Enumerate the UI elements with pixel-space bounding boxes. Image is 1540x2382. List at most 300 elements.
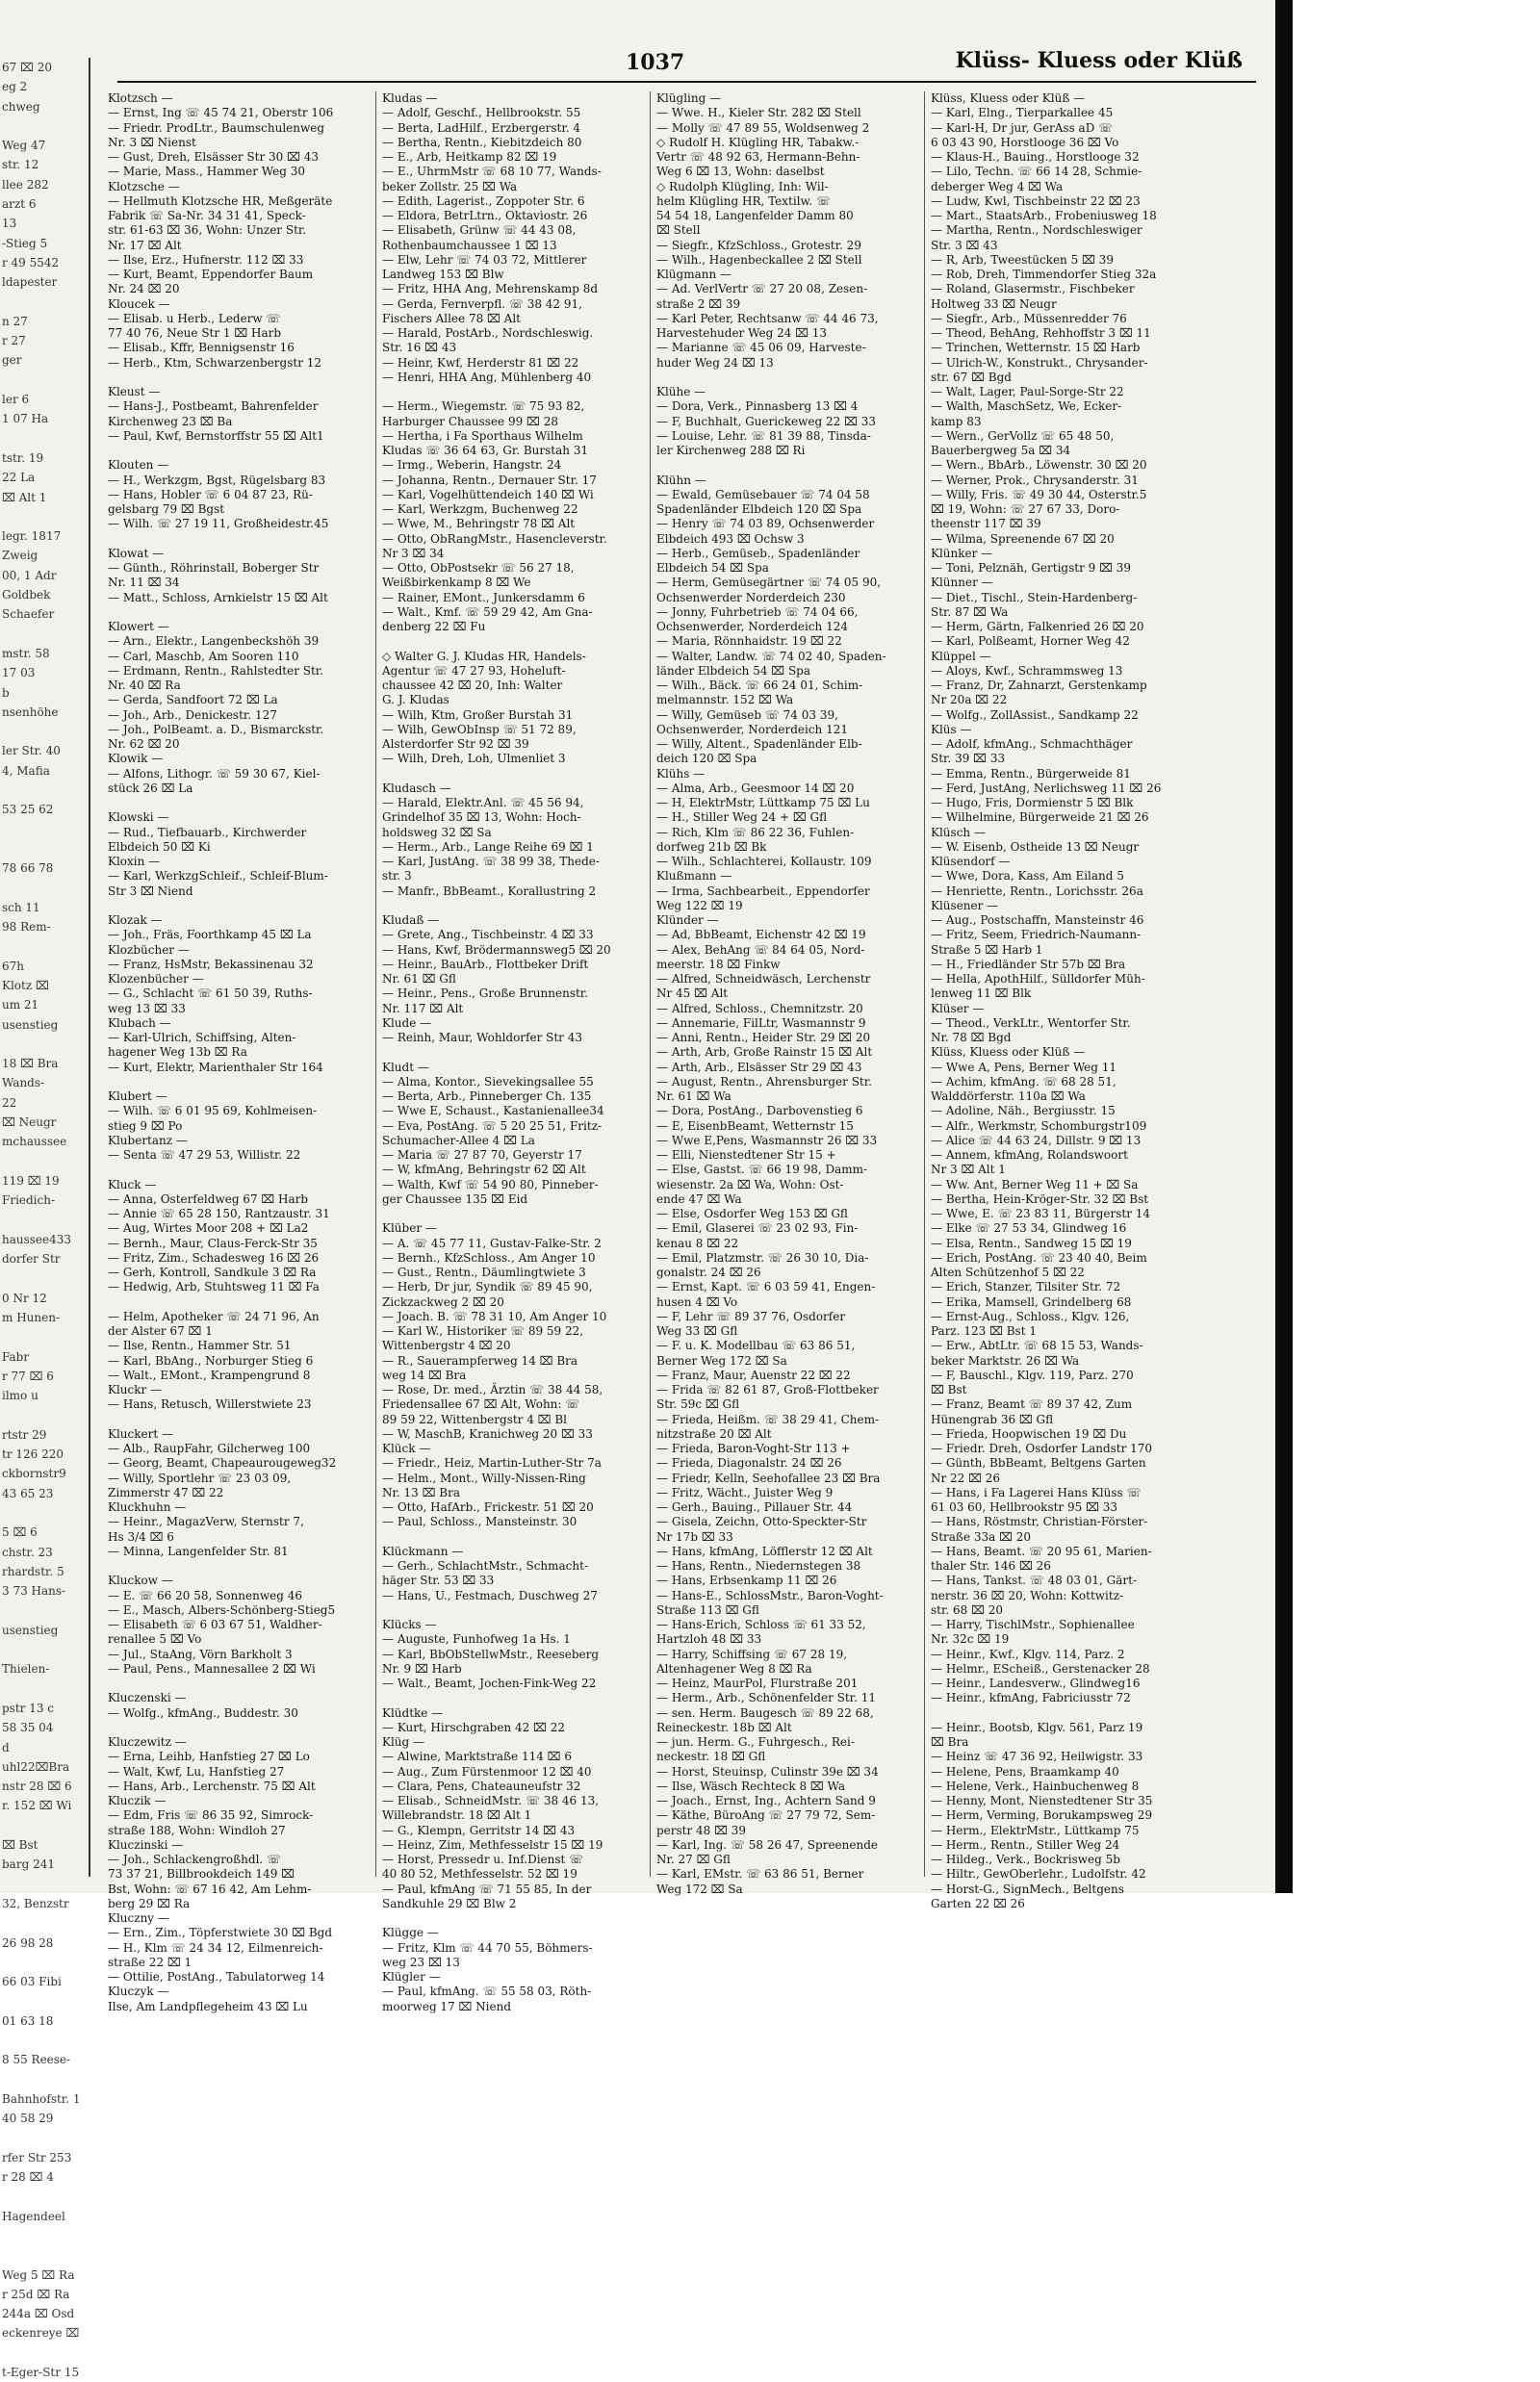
surname-heading: Klozbücher — [108, 942, 190, 957]
directory-entry-line: — Edm, Fris ☏ 86 35 92, Simrock- [108, 1808, 314, 1823]
directory-entry-line: — Bertha, Hein-Kröger-Str. 32 ⌧ Bst [931, 1191, 1149, 1206]
directory-entry-line: — Friedr. Dreh, Osdorfer Landstr 170 [931, 1442, 1153, 1455]
surname-heading: Kludaß — [382, 913, 440, 927]
directory-entry-line: ⌧ Bra [931, 1735, 969, 1749]
directory-entry-line: berg 29 ⌧ Ra [108, 1896, 191, 1910]
previous-page-fragment: str. 12 [2, 158, 39, 172]
previous-page-fragment [0, 1953, 89, 1972]
directory-entry-line: — Heinr, Kwf, Herderstr 81 ⌧ 22 [382, 355, 579, 370]
directory-entry-line: — Diet., Tischl., Stein-Hardenberg- [931, 590, 1138, 604]
directory-entry-line: — Hans, U., Festmach, Duschweg 27 [382, 1588, 598, 1602]
directory-entry-line: — Joh., Fräs, Foorthkamp 45 ⌧ La [108, 928, 312, 942]
directory-entry-line: 6 03 43 90, Horstlooge 36 ⌧ Vo [931, 135, 1119, 149]
directory-entry-line: — Louise, Lehr. ☏ 81 39 88, Tinsda- [656, 428, 871, 443]
directory-entry-line: — Walt, Kwf, Lu, Hanfstieg 27 [108, 1764, 285, 1779]
directory-entry-line: — Alb., RaupFahr, Gilcherweg 100 [108, 1442, 311, 1455]
directory-entry-line: melmannstr. 152 ⌧ Wa [656, 693, 794, 707]
directory-entry-line: 40 80 52, Methfesselstr. 52 ⌧ 19 [382, 1867, 578, 1882]
surname-heading: Klünder — [656, 913, 719, 927]
column-separator [650, 91, 651, 1877]
previous-page-fragment [0, 1679, 89, 1699]
surname-heading: Klühs — [656, 766, 706, 781]
directory-entry-line: chaussee 42 ⌧ 20, Inh: Walter [382, 679, 563, 692]
directory-entry-line: Kirchenweg 23 ⌧ Ba [108, 414, 233, 428]
previous-page-fragment [0, 1503, 89, 1523]
previous-page-fragment: 43 65 23 [2, 1486, 54, 1500]
directory-entry-line: — Gust, Dreh, Elsässer Str 30 ⌧ 43 [108, 150, 320, 164]
previous-page-fragment: Bahnhofstr. 1 [2, 2091, 81, 2106]
directory-entry-line: — Berta, Arb., Pinneberger Ch. 135 [382, 1089, 592, 1103]
directory-entry-line: — E., UhrmMstr ☏ 68 10 77, Wands- [382, 165, 602, 179]
directory-entry-line: — Walth, MaschSetz, We, Ecker- [931, 399, 1122, 414]
previous-page-fragment: 00, 1 Adr [2, 568, 57, 582]
directory-entry-line: — Hans, Hobler ☏ 6 04 87 23, Rü- [108, 487, 313, 501]
directory-entry-line: — Elw, Lehr ☏ 74 03 72, Mittlerer [382, 252, 587, 267]
previous-page-fragment: 1 07 Ha [2, 412, 49, 426]
directory-entry-line: — Henri, HHA Ang, Mühlenberg 40 [382, 370, 592, 384]
directory-entry-line: — Franz, Beamt ☏ 89 37 42, Zum [931, 1397, 1133, 1412]
directory-entry-line: — Günth, BbBeamt, Beltgens Garten [931, 1456, 1146, 1471]
previous-page-fragment: nstr 28 ⌧ 6 [2, 1780, 72, 1794]
directory-entry-line: — Martha, Rentn., Nordschleswiger [931, 223, 1142, 238]
directory-entry-line: holdsweg 32 ⌧ Sa [382, 825, 492, 839]
directory-entry-line: Elbdeich 50 ⌧ Ki [108, 839, 211, 854]
directory-entry-line: — H., Klm ☏ 24 34 12, Eilmenreich- [108, 1940, 323, 1955]
directory-entry-line: — Paul, Schloss., Mansteinstr. 30 [382, 1515, 578, 1529]
directory-entry-line: — Hans, Kwf, Brödermannsweg5 ⌧ 20 [382, 942, 611, 957]
directory-entry-line: — Paul, Kwf, Bernstorffstr 55 ⌧ Alt1 [108, 428, 324, 443]
directory-entry-line: ◇ Rudolf H. Klügling HR, Tabakw.- [656, 135, 860, 149]
surname-heading: Kloucek — [108, 296, 170, 311]
directory-entry-line: meerstr. 18 ⌧ Finkw [656, 957, 781, 971]
directory-entry-line: — Maria, Rönnhaidstr. 19 ⌧ 22 [656, 634, 842, 649]
directory-entry-line: hagener Weg 13b ⌧ Ra [108, 1045, 247, 1060]
directory-entry-line: — Heinr., Kwf., Klgv. 114, Parz. 2 [931, 1647, 1125, 1661]
directory-entry-line: — Erich, Stanzer, Tilsiter Str. 72 [931, 1280, 1121, 1294]
directory-entry-line: stück 26 ⌧ La [108, 781, 193, 795]
directory-entry-line: — Annem, kfmAng, Rolandswoort [931, 1148, 1128, 1162]
directory-entry-line: — Heinr., MagazVerw, Sternstr 7, [108, 1515, 304, 1529]
directory-entry-line: straße 2 ⌧ 39 [656, 296, 741, 311]
directory-entry-line: — Hiltr., GewOberlehr., Ludolfstr. 42 [931, 1867, 1146, 1882]
directory-entry-line: — Carl, Maschb, Am Sooren 110 [108, 649, 299, 663]
directory-entry-line: — Horst-G., SignMech., Beltgens [931, 1882, 1124, 1896]
directory-entry-line: Sandkuhle 29 ⌧ Blw 2 [382, 1896, 517, 1910]
directory-entry-line: straße 188, Wohn: Windloh 27 [108, 1823, 286, 1837]
directory-entry-line: — Herb, Dr jur, Syndik ☏ 89 45 90, [382, 1280, 593, 1294]
column-2 [382, 91, 644, 2013]
directory-entry-line: 54 54 18, Langenfelder Damm 80 [656, 209, 854, 222]
directory-entry-line: — Arth, Arb., Elsässer Str 29 ⌧ 43 [656, 1060, 862, 1074]
previous-page-fragment: Thielen- [2, 1662, 50, 1677]
surname-heading: Klück — [382, 1442, 431, 1455]
directory-entry-line: — Joach., Ernst, Ing., Achtern Sand 9 [656, 1794, 876, 1807]
previous-page-fragment [0, 1640, 89, 1659]
directory-entry-line: — Henriette, Rentn., Lorichsstr. 26a [931, 884, 1143, 898]
directory-entry-line: Alsterdorfer Str 92 ⌧ 39 [382, 737, 529, 751]
directory-entry-line: Landweg 153 ⌧ Blw [382, 268, 504, 281]
directory-entry-line: nerstr. 36 ⌧ 20, Wohn: Kottwitz- [931, 1588, 1124, 1602]
directory-entry-line: — Ad, BbBeamt, Eichenstr 42 ⌧ 19 [656, 928, 866, 942]
directory-entry-line: — Wilh. ☏ 27 19 11, Großheidestr.45 [108, 517, 329, 531]
previous-page-fragment [0, 878, 89, 897]
directory-entry-line: wiesenstr. 2a ⌧ Wa, Wohn: Ost- [656, 1177, 844, 1191]
surname-heading: Klüsendorf — [931, 855, 1011, 868]
surname-heading: Klüsener — [931, 898, 999, 912]
directory-entry-line: Straße 5 ⌧ Harb 1 [931, 942, 1043, 957]
directory-entry-line: — Fritz, Zim., Schadesweg 16 ⌧ 26 [108, 1250, 320, 1265]
directory-entry-line: — Wwe A, Pens, Berner Weg 11 [931, 1060, 1117, 1074]
directory-entry-line: — Herm., Arb., Schönenfelder Str. 11 [656, 1691, 876, 1705]
directory-entry-line: — E, EisenbBeamt, Wetternstr 15 [656, 1118, 854, 1133]
directory-entry-line: Nr. 78 ⌧ Bgd [931, 1031, 1012, 1044]
directory-entry-line: Weißbirkenkamp 8 ⌧ We [382, 576, 531, 590]
directory-entry-line: — Joh., PolBeamt. a. D., Bismarckstr. [108, 722, 324, 736]
previous-page-fragment: chstr. 23 [2, 1545, 53, 1559]
directory-entry-line: — Heinz ☏ 47 36 92, Heilwigstr. 33 [931, 1750, 1143, 1764]
directory-entry-line: 77 40 76, Neue Str 1 ⌧ Harb [108, 326, 282, 340]
directory-entry-line [108, 1559, 370, 1574]
directory-entry-line: — Ulrich-W., Konstrukt., Chrysander- [931, 355, 1148, 370]
directory-entry-line: — Roland, Glasermstr., Fischbeker [931, 282, 1135, 296]
directory-entry-line: — Annemarie, FilLtr, Wasmannstr 9 [656, 1015, 866, 1030]
surname-heading: Klowert — [108, 620, 169, 633]
previous-page-fragment [0, 2344, 89, 2363]
directory-entry-line: — Gerda, Fernverpfl. ☏ 38 42 91, [382, 296, 582, 311]
directory-entry-line: Nr 22 ⌧ 26 [931, 1471, 1001, 1485]
previous-page-fragment [0, 2070, 89, 2089]
directory-entry-line: Weg 122 ⌧ 19 [656, 898, 743, 912]
previous-page-fragment: chweg [2, 99, 40, 114]
directory-entry-line: — Joh., Arb., Denickestr. 127 [108, 707, 277, 722]
directory-entry-line: — Dora, PostAng., Darbovenstieg 6 [656, 1104, 863, 1118]
surname-heading: Klüss, Kluess oder Klüß — [931, 91, 1086, 105]
directory-entry-line: — Alma, Kontor., Sievekingsallee 55 [382, 1074, 594, 1089]
directory-entry-line: — Karl Peter, Rechtsanw ☏ 44 46 73, [656, 311, 879, 325]
directory-entry-line: — Karl, BbObStellwMstr., Reeseberg [382, 1647, 600, 1661]
directory-entry-line: Fabrik ☏ Sa-Nr. 34 31 41, Speck- [108, 209, 306, 222]
directory-entry-line: — Wern., BbArb., Löwenstr. 30 ⌧ 20 [931, 458, 1147, 473]
directory-entry-line: Nr 17b ⌧ 33 [656, 1529, 733, 1544]
previous-page-fragment: haussee433 [2, 1232, 72, 1246]
previous-page-fragment: ger [2, 353, 22, 368]
previous-page-fragment: m Hunen- [2, 1311, 60, 1324]
previous-page-fragment: arzt 6 [2, 197, 37, 212]
previous-page-fragment: 78 66 78 [2, 861, 54, 876]
directory-entry-line: Nr. 27 ⌧ Gfl [656, 1853, 731, 1866]
directory-entry-line: ◇ Walter G. J. Kludas HR, Handels- [382, 649, 586, 663]
directory-entry-line: straße 22 ⌧ 1 [108, 1955, 192, 1969]
directory-entry-line: — Minna, Langenfelder Str. 81 [108, 1544, 289, 1558]
directory-entry-line: — Herm., Rentn., Stiller Weg 24 [931, 1837, 1120, 1852]
previous-page-fragment: Goldbek [2, 588, 51, 602]
directory-entry-line [108, 899, 370, 913]
surname-heading: Kluczyk — [108, 1985, 169, 1999]
directory-entry-line: — Ilse, Erz., Hufnerstr. 112 ⌧ 33 [108, 252, 304, 267]
directory-entry-line: — Herm., Arb., Lange Reihe 69 ⌧ 1 [382, 839, 594, 854]
directory-entry-line: — Wwe, E. ☏ 23 83 11, Bürgerstr 14 [931, 1207, 1151, 1220]
directory-entry-line: Nr 45 ⌧ Alt [656, 986, 729, 1001]
directory-entry-line [108, 444, 370, 458]
directory-entry-line: — Ilse, Rentn., Hammer Str. 51 [108, 1339, 292, 1353]
directory-entry-line: — Aug, Wirtes Moor 208 + ⌧ La2 [108, 1221, 309, 1236]
previous-page-fragment: uhl22⌧Bra [2, 1759, 70, 1774]
directory-entry-line: Bst, Wohn: ☏ 67 16 42, Am Lehm- [108, 1882, 312, 1896]
directory-entry-line: helm Klügling HR, Textilw. ☏ [656, 193, 832, 208]
previous-page-fragment [0, 1268, 89, 1288]
directory-entry-line: Weg 6 ⌧ 13, Wohn: daselbst [656, 165, 825, 179]
previous-page-fragment: n 27 [2, 314, 28, 328]
directory-entry-line: deich 120 ⌧ Spa [656, 752, 757, 766]
directory-entry-line: — Walt., Kmf. ☏ 59 29 42, Am Gna- [382, 604, 593, 619]
directory-entry-line: — Herm, Gärtn, Falkenried 26 ⌧ 20 [931, 620, 1144, 633]
directory-entry-line [108, 1413, 370, 1427]
directory-entry-line: — Paul, Pens., Mannesallee 2 ⌧ Wi [108, 1661, 316, 1676]
directory-entry-line: ger Chaussee 135 ⌧ Eid [382, 1191, 528, 1206]
directory-entry-line: — Wilma, Spreenende 67 ⌧ 20 [931, 531, 1115, 546]
previous-page-fragment: Fabr [2, 1349, 30, 1364]
directory-entry-line: — Berta, LadHilf., Erzbergerstr. 4 [382, 120, 580, 135]
previous-page-fragment [0, 2226, 89, 2245]
directory-entry-line: — Harry, TischlMstr., Sophienallee [931, 1618, 1135, 1631]
surname-heading: Kluczinski — [108, 1837, 184, 1852]
column-separator [375, 91, 376, 1877]
directory-entry-line: beker Zollstr. 25 ⌧ Wa [382, 179, 518, 193]
directory-entry-line: — Georg, Beamt, Chapeaurougeweg32 [108, 1456, 337, 1471]
directory-entry-line: — Rose, Dr. med., Ärztin ☏ 38 44 58, [382, 1383, 603, 1396]
surname-heading: Klubertanz — [108, 1133, 188, 1147]
directory-entry-line: Ochsenwerder Norderdeich 230 [656, 590, 846, 604]
previous-page-fragment: sch 11 [2, 900, 40, 914]
directory-entry-line [108, 1075, 370, 1089]
directory-entry-line: deberger Weg 4 ⌧ Wa [931, 179, 1064, 193]
directory-entry-line: Hünengrab 36 ⌧ Gfl [931, 1412, 1054, 1426]
directory-entry-line: ◇ Rudolph Klügling, Inh: Wil- [656, 179, 829, 193]
directory-entry-line: — Rob, Dreh, Timmendorfer Stieg 32a [931, 268, 1157, 281]
surname-heading: Kludas — [382, 91, 438, 105]
directory-entry-line: — Rich, Klm ☏ 86 22 36, Fuhlen- [656, 825, 855, 839]
surname-heading: Klünner — [931, 576, 993, 590]
directory-entry-line: — Helm, Apotheker ☏ 24 71 96, An [108, 1309, 320, 1323]
directory-entry-line: — Ernst-Aug., Schloss., Klgv. 126, [931, 1309, 1130, 1323]
directory-entry-line: — Gerh, Kontroll, Sandkule 3 ⌧ Ra [108, 1266, 317, 1279]
directory-entry-line: — Siegfr., Arb., Müssenredder 76 [931, 311, 1127, 325]
directory-entry-line: — Harry, Schiffsing ☏ 67 28 19, [656, 1647, 848, 1661]
directory-entry-line: — Elisab., Kffr, Bennigsenstr 16 [108, 341, 295, 355]
surname-heading: Klügge — [382, 1926, 439, 1940]
directory-entry-line: ⌧ Bst [931, 1383, 967, 1396]
surname-heading: Klügler — [382, 1970, 441, 1984]
directory-entry-line: — E., Arb, Heitkamp 82 ⌧ 19 [382, 150, 557, 164]
previous-page-fragment: mchaussee [2, 1135, 67, 1149]
directory-entry-line: Holtweg 33 ⌧ Neugr [931, 296, 1057, 311]
directory-entry-line: — Ferd, JustAng, Nerlichsweg 11 ⌧ 26 [931, 781, 1162, 795]
directory-entry-line: gonalstr. 24 ⌧ 26 [656, 1266, 761, 1279]
surname-heading: Klühe — [656, 385, 706, 398]
directory-entry-line: — Franz, Maur, Auenstr 22 ⌧ 22 [656, 1368, 851, 1382]
previous-page-fragment: ler 6 [2, 393, 30, 407]
directory-entry-line: — Ww. Ant, Berner Weg 11 + ⌧ Sa [931, 1177, 1139, 1191]
surname-heading: Klüdtke — [382, 1705, 444, 1720]
directory-entry-line: Straße 113 ⌧ Gfl [656, 1602, 759, 1617]
surname-heading: Kluczny — [108, 1911, 169, 1925]
directory-entry-line: häger Str. 53 ⌧ 33 [382, 1574, 495, 1588]
directory-entry-line: Elbdeich 54 ⌧ Spa [656, 561, 769, 575]
directory-entry-line [108, 1677, 370, 1691]
directory-entry-line: — Erna, Leihb, Hanfstieg 27 ⌧ Lo [108, 1750, 310, 1764]
directory-entry-line: — Ilse, Wäsch Rechteck 8 ⌧ Wa [656, 1779, 846, 1793]
previous-page-fragment [0, 429, 89, 448]
directory-entry-line: — Aug., Postschaffn, Mansteinstr 46 [931, 913, 1144, 927]
directory-entry-line: — Dora, Verk., Pinnasberg 13 ⌧ 4 [656, 399, 859, 414]
directory-entry-line: — Hellmuth Klotzsche HR, Meßgeräte [108, 193, 333, 208]
previous-page-fragment: dorfer Str [2, 1252, 61, 1267]
directory-entry-line: — Heinz, Zim, Methfesselstr 15 ⌧ 19 [382, 1837, 603, 1852]
directory-entry-line: — Karl W., Historiker ☏ 89 59 22, [382, 1324, 584, 1338]
directory-entry-line: Weg 172 ⌧ Sa [656, 1882, 743, 1896]
header-rule [117, 81, 1256, 83]
previous-page-fragment: Weg 5 ⌧ Ra [2, 2267, 75, 2282]
directory-entry-line: — Friedr, Kelln, Seehofallee 23 ⌧ Bra [656, 1471, 881, 1485]
directory-entry-line: — Frieda, Heißm. ☏ 38 29 41, Chem- [656, 1412, 880, 1426]
directory-entry-line: — Emil, Glaserei ☏ 23 02 93, Fin- [656, 1221, 859, 1236]
previous-page-fragment: ⌧ Neugr [2, 1115, 57, 1130]
directory-entry-line: — Jonny, Fuhrbetrieb ☏ 74 04 66, [656, 604, 859, 619]
directory-entry-line: — Alfr., Werkmstr, Schomburgstr109 [931, 1118, 1147, 1133]
column-3 [656, 91, 918, 1896]
previous-page-fragment: ilmo u [2, 1389, 38, 1403]
directory-entry-line: — Marianne ☏ 45 06 09, Harveste- [656, 341, 866, 355]
previous-page-fragment: 26 98 28 [2, 1935, 54, 1950]
directory-entry-line: — Alwine, Marktstraße 114 ⌧ 6 [382, 1750, 572, 1764]
directory-entry-line: Friedensallee 67 ⌧ Alt, Wohn: ☏ [382, 1397, 580, 1412]
directory-entry-line: — Karl, JustAng. ☏ 38 99 38, Thede- [382, 855, 600, 868]
directory-entry-line: — Fritz, Seem, Friedrich-Naumann- [931, 928, 1142, 942]
previous-page-fragment [0, 1035, 89, 1054]
directory-entry-line: — Alice ☏ 44 63 24, Dillstr. 9 ⌧ 13 [931, 1133, 1142, 1147]
previous-page-fragment [0, 1152, 89, 1171]
directory-entry-line: — Adoline, Näh., Bergiusstr. 15 [931, 1104, 1116, 1118]
directory-entry-line [382, 385, 644, 399]
previous-page-fragment: 4, Mafia [2, 763, 50, 778]
directory-entry-line: — Henry ☏ 74 03 89, Ochsenwerder [656, 517, 875, 531]
directory-entry-line: Harvestehuder Weg 24 ⌧ 13 [656, 326, 828, 340]
surname-heading: Kluczik — [108, 1794, 167, 1807]
directory-entry-line: Grindelhof 35 ⌧ 13, Wohn: Hoch- [382, 810, 581, 825]
previous-page-fragment: 53 25 62 [2, 803, 54, 817]
directory-entry-line: Garten 22 ⌧ 26 [931, 1896, 1025, 1910]
previous-page-fragment: rfer Str 253 [2, 2150, 72, 2164]
directory-entry-line: — Arth, Arb, Große Rainstr 15 ⌧ Alt [656, 1045, 873, 1060]
directory-entry-line: — Elisab., SchneidMstr. ☏ 38 46 13, [382, 1794, 600, 1807]
previous-page-fragment: -Stieg 5 [2, 236, 48, 250]
directory-entry-line: — Hans, kfmAng, Löfflerstr 12 ⌧ Alt [656, 1544, 873, 1558]
directory-entry-line: — Wwe. H., Kieler Str. 282 ⌧ Stell [656, 106, 861, 120]
directory-entry-line: — Heinr., Bootsb, Klgv. 561, Parz 19 [931, 1720, 1143, 1734]
directory-entry-line: Ilse, Am Landpflegeheim 43 ⌧ Lu [108, 1999, 308, 2013]
directory-entry-line: — Achim, kfmAng. ☏ 68 28 51, [931, 1074, 1116, 1089]
directory-entry-line: — Elke ☏ 27 53 34, Glindweg 16 [931, 1221, 1127, 1236]
directory-entry-line: — jun. Herm. G., Fuhrgesch., Rei- [656, 1735, 855, 1749]
surname-heading: Klozenbücher — [108, 972, 204, 986]
directory-entry-line: — Hans, Retusch, Willerstwiete 23 [108, 1397, 312, 1412]
previous-page-fragment: 67 ⌧ 20 [2, 61, 52, 74]
directory-entry-line: neckestr. 18 ⌧ Gfl [656, 1750, 766, 1764]
column-1 [108, 91, 370, 2013]
directory-entry-line: — Erika, Mamsell, Grindelberg 68 [931, 1294, 1132, 1309]
directory-entry-line [382, 1603, 644, 1618]
directory-entry-line: Str. 87 ⌧ Wa [931, 604, 1009, 619]
previous-page-fragment [0, 2187, 89, 2206]
surname-heading: Kluczenski — [108, 1691, 187, 1705]
directory-entry-line: — Kurt, Hirschgraben 42 ⌧ 22 [382, 1720, 565, 1734]
previous-page-fragment: r 27 [2, 334, 26, 348]
directory-entry-line: — Karl, BbAng., Norburger Stieg 6 [108, 1353, 314, 1368]
previous-page-fragment [0, 1991, 89, 2011]
directory-entry-line: — Theod., VerkLtr., Wentorfer Str. [931, 1015, 1131, 1030]
directory-entry-line: — Hans, Tankst. ☏ 48 03 01, Gärt- [931, 1574, 1138, 1588]
directory-entry-line: — Karl-H, Dr jur, GerAss aD ☏ [931, 120, 1114, 135]
directory-entry-line: — Klaus-H., Bauing., Horstlooge 32 [931, 150, 1140, 164]
previous-page-fragment: barg 241 [2, 1857, 55, 1872]
directory-entry-line: ⌧ Stell [656, 223, 701, 238]
directory-entry-line: — Maria ☏ 27 87 70, Geyerstr 17 [382, 1148, 582, 1162]
directory-entry-line: Nr. 32c ⌧ 19 [931, 1632, 1010, 1647]
directory-entry-line: Str. 59c ⌧ Gfl [656, 1397, 740, 1412]
surname-heading: Klühn — [656, 473, 706, 487]
directory-entry-line: Nr. 24 ⌧ 20 [108, 282, 180, 296]
directory-entry-line: Fischers Allee 78 ⌧ Alt [382, 311, 521, 325]
directory-entry-line: Weg 33 ⌧ Gfl [656, 1324, 738, 1338]
previous-page-fragment [0, 507, 89, 526]
directory-entry-line [382, 767, 644, 781]
directory-entry-line: husen 4 ⌧ Vo [656, 1294, 738, 1309]
directory-entry-line: thaler Str. 146 ⌧ 26 [931, 1559, 1051, 1573]
directory-entry-line: — Rud., Tiefbauarb., Kirchwerder [108, 825, 307, 839]
directory-entry-line: — Else, Osdorfer Weg 153 ⌧ Gfl [656, 1207, 848, 1220]
directory-entry-line: — Horst, Steuinsp, Culinstr 39e ⌧ 34 [656, 1764, 879, 1779]
previous-page-fragment: tstr. 19 [2, 450, 44, 465]
directory-entry-line: — Wilh, GewObInsp ☏ 51 72 89, [382, 722, 577, 736]
surname-heading: Klude — [382, 1015, 432, 1030]
surname-heading: Kludasch — [382, 781, 451, 795]
surname-heading: Klüser — [931, 1001, 985, 1015]
directory-entry-line: — Otto, ObRangMstr., Hasencleverstr. [382, 531, 607, 546]
directory-entry-line [656, 371, 918, 385]
directory-entry-line: — Franz, HsMstr, Bekassinenau 32 [108, 957, 314, 971]
directory-entry-line: — Käthe, BüroAng ☏ 27 79 72, Sem- [656, 1808, 876, 1823]
surname-heading: Klouten — [108, 458, 169, 473]
directory-entry-line: — Auguste, Funhofweg 1a Hs. 1 [382, 1632, 571, 1647]
directory-entry-line: — Heinz, MaurPol, Flurstraße 201 [656, 1677, 859, 1690]
directory-entry-line: — Erw., AbtLtr. ☏ 68 15 53, Wands- [931, 1339, 1143, 1353]
previous-page-fragment: b [2, 685, 10, 700]
directory-entry-line: ler Kirchenweg 288 ⌧ Ri [656, 444, 806, 457]
directory-entry-line: — Herb., Ktm, Schwarzenbergstr 12 [108, 355, 322, 370]
directory-entry-line: — Wilh. ☏ 6 01 95 69, Kohlmeisen- [108, 1104, 318, 1118]
directory-entry-line: — Harald, PostArb., Nordschleswig. [382, 326, 594, 340]
directory-entry-line [382, 1691, 644, 1705]
directory-entry-line: — Hans, Beamt. ☏ 20 95 61, Marien- [931, 1544, 1152, 1558]
directory-entry-line: Hs 3/4 ⌧ 6 [108, 1529, 174, 1544]
directory-entry-line: — Emma, Rentn., Bürgerweide 81 [931, 766, 1131, 781]
directory-entry-line: — Bernh., Maur, Claus-Ferck-Str 35 [108, 1236, 318, 1250]
previous-page-fragment: t-Eger-Str 15 [2, 2366, 80, 2380]
previous-page-fragment [0, 1327, 89, 1346]
directory-entry-line: ⌧ 19, Wohn: ☏ 27 67 33, Doro- [931, 502, 1120, 516]
previous-page-fragment: 01 63 18 [2, 2013, 54, 2028]
directory-entry-line: Str. 39 ⌧ 33 [931, 752, 1006, 766]
